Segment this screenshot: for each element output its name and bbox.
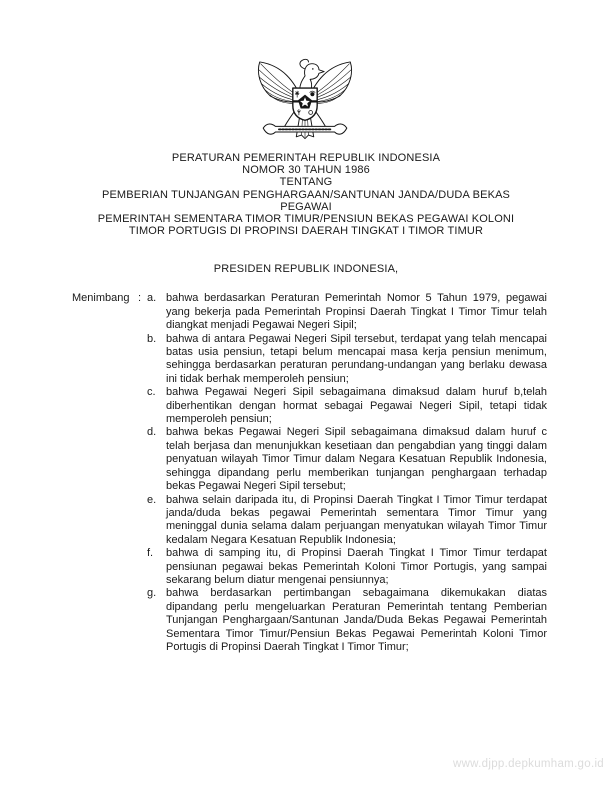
- title-line-tentang: TENTANG: [279, 176, 333, 189]
- garuda-pancasila-emblem: [252, 55, 358, 149]
- salutation: PRESIDEN REPUBLIK INDONESIA,: [213, 263, 399, 276]
- consideration-item-g: [147, 587, 547, 654]
- title-line-subject-4: TIMOR PORTUGIS DI PROPINSI DAERAH TINGKAT I TIMOR TIMUR: [128, 225, 484, 238]
- consideration-item-e: [147, 494, 547, 548]
- item-text: bahwa berdasarkan pertimbangan sebagaimana dikemukakan diatas dipandang perlu mengeluarkan Peraturan Pemerintah tentang Pemberian Tunjangan Penghargaan/Santunan Janda/Duda Bekas Pegawai Pemerintah Sementara Timor Timur/Pensiun Bekas Pegawai Pemerintah Koloni Timor Portugis di Propinsi Daerah Tingkat I Timor Timur;: [166, 587, 547, 653]
- footer-watermark: www.djpp.depkumham.go.id: [452, 758, 604, 770]
- title-line-subject-3: PEMERINTAH SEMENTARA TIMOR TIMUR/PENSIUN BEKAS PEGAWAI KOLONI: [97, 213, 515, 226]
- item-text: bahwa Pegawai Negeri Sipil sebagaimana dimaksud dalam huruf b,telah diberhentikan dengan hormat sebagai Pegawai Negeri Sipil, tetapi tidak memperoleh pensiun;: [166, 386, 547, 426]
- item-text: bahwa selain daripada itu, di Propinsi Daerah Tingkat I Timor Timur terdapat janda/duda bekas pegawai Pemerintah sementara Timor Timur yang meninggal dunia selama dalam perjuangan menyatukan wilayah Timor Timur kedalam Negara Kesatuan Republik Indonesia;: [166, 493, 547, 546]
- considerations-list: [147, 292, 547, 654]
- title-line-regulation: PERATURAN PEMERINTAH REPUBLIK INDONESIA: [171, 152, 441, 164]
- consideration-item-a: [147, 292, 547, 332]
- garuda-emblem-graphic: [252, 55, 358, 149]
- consideration-item-f: [147, 547, 547, 587]
- considerations-section: [65, 292, 547, 654]
- item-text: bahwa di samping itu, di Propinsi Daerah Tingkat I Timor Timur terdapat pensiunan pegawai bekas Pemerintah Koloni Timor Portugis, yang sampai sekarang belum diatur mengenai pensiunnya;: [166, 547, 547, 586]
- consideration-item-b: [147, 333, 547, 387]
- item-letter: g.: [147, 587, 157, 600]
- item-letter: c.: [147, 386, 156, 399]
- pancasila-shield: [293, 88, 317, 120]
- item-text: bahwa di antara Pegawai Negeri Sipil tersebut, terdapat yang telah mencapai batas usia pensiun, tetapi belum mencapai masa kerja pensiun menimum, sehingga berdasarkan peraturan perundang-undangan yang berlaku dewasa ini tidak berhak memperoleh pensiun;: [166, 332, 547, 385]
- item-letter: f.: [147, 547, 154, 560]
- item-letter: d.: [147, 426, 157, 439]
- document-title: [65, 152, 547, 237]
- bull-head-glyph: [310, 92, 314, 96]
- item-text: bahwa berdasarkan Peraturan Pemerintah Nomor 5 Tahun 1979, pegawai yang bekerja pada Pemerintah Propinsi Daerah Tingkat I Timor Timur telah diangkat menjadi Pegawai Negeri Sipil;: [166, 292, 547, 332]
- menimbang-label: Menimbang: [72, 292, 130, 305]
- title-line-subject-1: PEMBERIAN TUNJANGAN PENGHARGAAN/SANTUNAN JANDA/DUDA BEKAS: [101, 188, 511, 201]
- eagle-head: [300, 59, 324, 89]
- item-letter: e.: [147, 493, 157, 506]
- title-line-subject-2: PEGAWAI: [280, 200, 332, 213]
- consideration-item-d: [147, 426, 547, 493]
- title-line-number: NOMOR 30 TAHUN 1986: [242, 164, 370, 177]
- document-content: [65, 152, 547, 654]
- consideration-item-c: [147, 386, 547, 426]
- item-text: bahwa bekas Pegawai Negeri Sipil sebagaimana dimaksud dalam huruf c telah berjasa dan menunjukkan kesetiaan dan pengabdian yang tinggi dalam penyatuan wilayah Timor Timur dalam Negara Kesatuan Republik Indonesia, sehingga dipandang perlu memberikan tunjangan penghargaan terhadap bekas Pegawai Negeri Sipil tersebut;: [166, 426, 547, 493]
- item-letter: b.: [147, 332, 157, 345]
- colon-separator: :: [138, 292, 142, 305]
- item-letter: a.: [147, 292, 157, 305]
